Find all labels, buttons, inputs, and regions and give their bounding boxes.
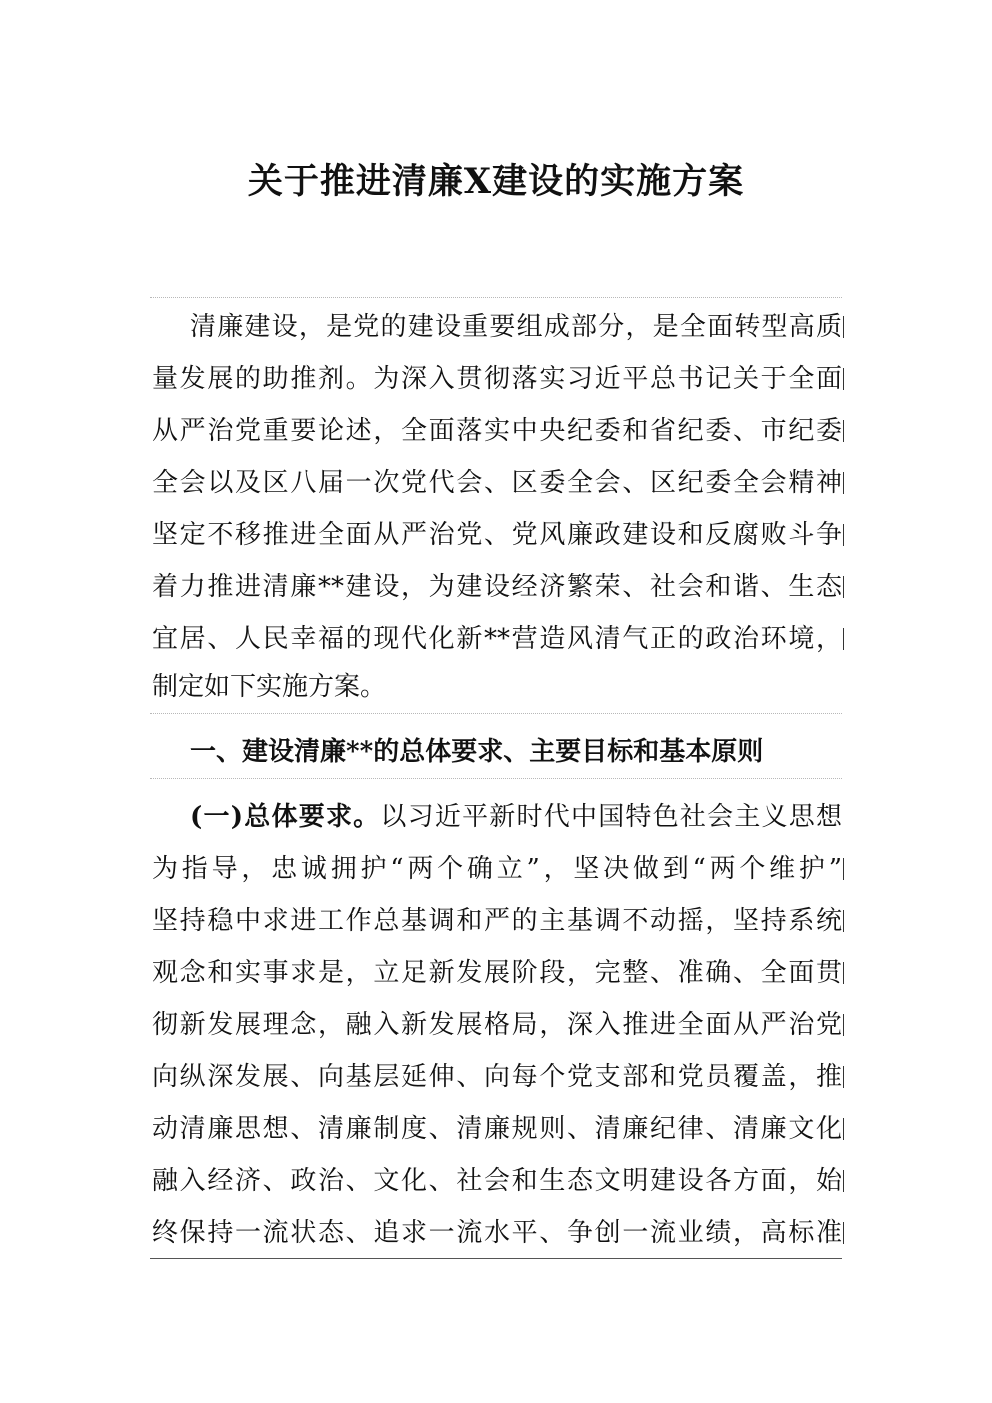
margin-mark <box>843 1118 844 1140</box>
paragraph-line: 量发展的助推剂。为深入贯彻落实习近平总书记关于全面 <box>152 364 842 394</box>
section-divider <box>150 297 842 298</box>
margin-mark <box>843 576 844 598</box>
paragraph-line: 融入经济、政治、文化、社会和生态文明建设各方面，始 <box>152 1166 842 1196</box>
margin-mark <box>843 524 844 546</box>
paragraph-line: 彻新发展理念，融入新发展格局，深入推进全面从严治党 <box>152 1010 842 1040</box>
paragraph-line: 坚定不移推进全面从严治党、党风廉政建设和反腐败斗争 <box>152 520 842 550</box>
section-divider <box>150 778 842 779</box>
margin-mark <box>843 368 844 390</box>
paragraph-line <box>190 791 842 843</box>
margin-mark <box>843 628 844 650</box>
margin-mark <box>843 910 844 932</box>
paragraph-line: 坚持稳中求进工作总基调和严的主基调不动摇，坚持系统 <box>152 906 842 936</box>
margin-mark <box>843 1222 844 1244</box>
margin-mark <box>843 1014 844 1036</box>
section-heading: 一、建设清廉**的总体要求、主要目标和基本原则 <box>190 737 764 767</box>
page-title: 关于推进清廉X建设的实施方案 <box>247 161 745 202</box>
margin-mark <box>843 420 844 442</box>
margin-mark <box>843 858 844 880</box>
margin-mark <box>843 1066 844 1088</box>
sub-heading: (一)总体要求。 <box>190 802 381 832</box>
paragraph-line: 清廉建设，是党的建设重要组成部分，是全面转型高质 <box>190 312 842 342</box>
paragraph-line: 终保持一流状态、追求一流水平、争创一流业绩，高标准 <box>152 1218 842 1248</box>
paragraph-line: 宜居、人民幸福的现代化新**营造风清气正的政治环境， <box>152 624 842 654</box>
paragraph-line: 着力推进清廉**建设，为建设经济繁荣、社会和谐、生态 <box>152 572 842 602</box>
paragraph-line: 观念和实事求是，立足新发展阶段，完整、准确、全面贯 <box>152 958 842 988</box>
margin-mark <box>843 316 844 338</box>
paragraph-text: 以习近平新时代中国特色社会主义思想 <box>380 802 842 832</box>
paragraph-line: 向纵深发展、向基层延伸、向每个党支部和党员覆盖，推 <box>152 1062 842 1092</box>
paragraph-line: 动清廉思想、清廉制度、清廉规则、清廉纪律、清廉文化 <box>152 1114 842 1144</box>
paragraph-line: 从严治党重要论述，全面落实中央纪委和省纪委、市纪委 <box>152 416 842 446</box>
paragraph-line: 全会以及区八届一次党代会、区委全会、区纪委全会精神 <box>152 468 842 498</box>
margin-mark <box>843 962 844 984</box>
margin-mark <box>843 472 844 494</box>
margin-mark <box>843 1170 844 1192</box>
page-bottom-rule <box>150 1258 842 1259</box>
paragraph-line: 为指导，忠诚拥护“两个确立”，坚决做到“两个维护” <box>152 854 842 884</box>
paragraph-line: 制定如下实施方案。 <box>152 672 387 702</box>
section-divider <box>150 713 842 714</box>
